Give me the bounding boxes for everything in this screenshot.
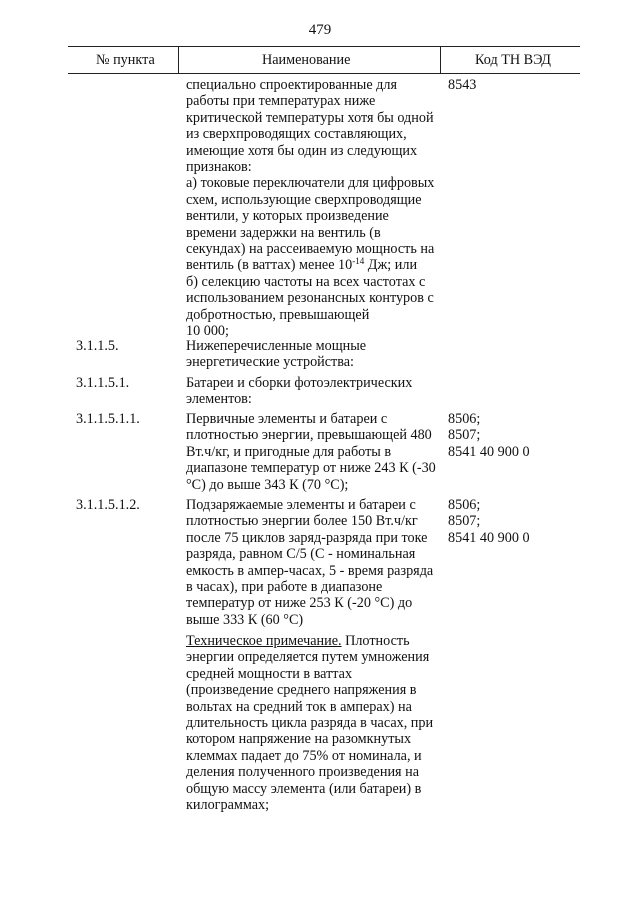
text-line: энергии определяется путем умножения <box>186 649 430 666</box>
text-line: плотностью энергии более 150 Вт.ч/кг <box>186 513 418 530</box>
text-line: в часах), при работе в диапазоне <box>186 579 383 596</box>
text-line: Батареи и сборки фотоэлектрических <box>186 375 413 391</box>
header-code: Код ТН ВЭД <box>475 52 551 68</box>
text-line: секундах) на рассеиваемую мощность на <box>186 241 435 258</box>
text-line: Подзаряжаемые элементы и батареи с <box>186 497 416 513</box>
text-line: выше 333 К (60 °С) <box>186 611 304 628</box>
text-line: специально спроектированные для <box>186 77 398 93</box>
superscript-exponent: -14 <box>352 256 365 267</box>
text-line: из сверхпроводящих составляющих, <box>186 126 407 143</box>
page-number: 479 <box>308 22 332 38</box>
text-line: средней мощности в ваттах <box>186 665 353 682</box>
code-line: 8507; <box>448 513 481 530</box>
text-line: емкость в ампер-часах, 5 - время разряда <box>186 562 434 579</box>
row-name-cell <box>186 497 433 628</box>
table-header-top-rule <box>68 46 580 47</box>
text-line-with-superscript <box>186 257 434 273</box>
text-line: Первичные элементы и батареи с <box>186 411 388 427</box>
row-code-cell <box>448 411 530 460</box>
text-line: вентили, у которых произведение <box>186 208 389 225</box>
text-line: длительность цикла разряда в часах, при <box>186 715 434 732</box>
text-line: Нижеперечисленные мощные <box>186 338 367 354</box>
text-line: критической температуры хотя бы одной <box>186 109 434 126</box>
text-line: Вт.ч/кг, и пригодные для работы в <box>186 443 392 460</box>
text-line: а) токовые переключатели для цифровых <box>186 175 435 192</box>
row-name-cell <box>186 77 434 340</box>
table-header-bottom-rule <box>68 73 580 74</box>
text-line: работы при температурах ниже <box>186 93 376 110</box>
note-first-line <box>186 633 433 649</box>
text-line: б) селекцию частоты на всех частотах с <box>186 273 426 290</box>
text-line: °С) до выше 343 К (70 °С); <box>186 476 349 493</box>
text-line: добротностью, превышающей <box>186 306 370 323</box>
code-line: 8506; <box>448 411 481 427</box>
text-line: диапазоне температур от ниже 243 К (-30 <box>186 460 436 477</box>
text-line: после 75 циклов заряд-разряда при токе <box>186 529 428 546</box>
text-line: элементов: <box>186 391 252 408</box>
text-line: вольтах на средний ток в амперах) на <box>186 698 412 715</box>
row-item-number: 3.1.1.5. <box>76 338 119 354</box>
table-column-divider-2 <box>440 46 441 74</box>
code-line: 8506; <box>448 497 481 513</box>
row-code-cell <box>448 497 530 546</box>
text-line: (произведение среднего напряжения в <box>186 682 417 699</box>
row-item-number: 3.1.1.5.1.1. <box>76 411 140 427</box>
table-column-divider-1 <box>178 46 179 74</box>
note-label: Техническое примечание. <box>186 633 342 649</box>
header-item-number: № пункта <box>96 52 155 68</box>
row-name-cell <box>186 338 366 371</box>
text-line: килограммах; <box>186 797 270 814</box>
text-line: схем, использующие сверхпроводящие <box>186 191 422 208</box>
text-line: признаков: <box>186 159 252 176</box>
technical-note <box>186 633 433 813</box>
text-line: использованием резонансных контуров с <box>186 290 434 307</box>
text-line: клеммах падает до 75% от номинала, и <box>186 747 422 764</box>
row-item-number: 3.1.1.5.1. <box>76 375 130 391</box>
header-name: Наименование <box>262 52 351 68</box>
text-line: 10 000; <box>186 323 229 340</box>
text-line: времени задержки на вентиль (в <box>186 224 381 241</box>
text-fragment: вентиль (в ваттах) менее 10 <box>186 257 353 274</box>
text-line: котором напряжение на разомкнутых <box>186 731 412 748</box>
text-fragment: Дж; или <box>364 257 418 274</box>
row-item-number: 3.1.1.5.1.2. <box>76 497 140 513</box>
text-line: энергетические устройства: <box>186 354 354 371</box>
text-line: имеющие хотя бы один из следующих <box>186 142 418 159</box>
code-line: 8541 40 900 0 <box>448 529 530 546</box>
text-line: деления полученного произведения на <box>186 764 420 781</box>
code-line: 8541 40 900 0 <box>448 443 530 460</box>
row-code-cell <box>448 77 476 93</box>
text-line: разряда, равном С/5 (С - номинальная <box>186 546 416 563</box>
code-line: 8543 <box>448 77 477 93</box>
row-name-cell <box>186 411 436 493</box>
text-line: плотностью энергии, превышающей 480 <box>186 427 432 444</box>
text-line: температур от ниже 253 К (-20 °С) до <box>186 595 413 612</box>
text-fragment: Плотность <box>341 633 410 649</box>
code-line: 8507; <box>448 427 481 444</box>
text-line: общую массу элемента (или батареи) в <box>186 780 422 797</box>
row-name-cell <box>186 375 412 408</box>
